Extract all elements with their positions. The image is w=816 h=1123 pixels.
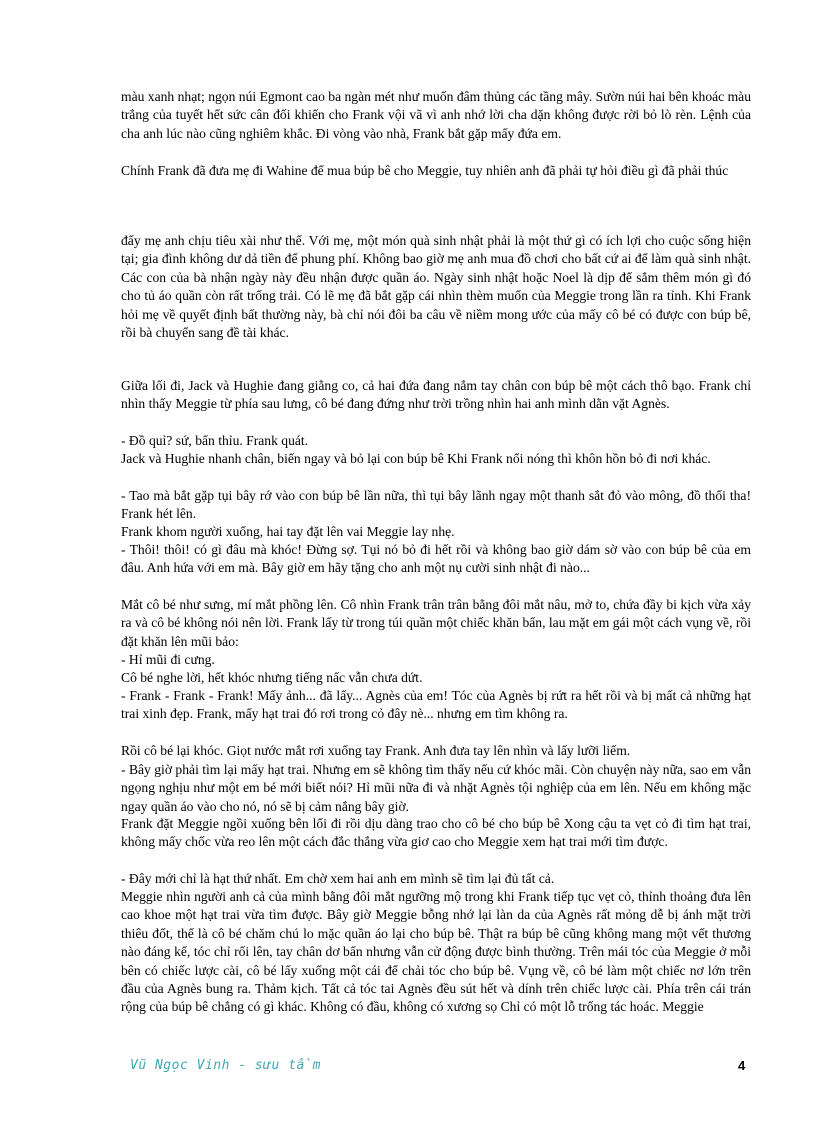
- paragraph: - Đồ quỉ? sứ, bẩn thỉu. Frank quát.: [121, 433, 309, 448]
- paragraph: đẩy mẹ anh chịu tiêu xài như thế. Với mẹ, một món quà sinh nhật phải là một thứ gì có ích lợi cho cuộc sống hiện tại; gia đình không dư dả tiền để phung phí. Không bao giờ mẹ anh mua đồ chơi cho bất cứ ai để làm quà sinh nhật. Các con của bà nhận ngày này đều nhận được quần áo. Ngày sinh nhật hoặc Noel là dịp để sắm thêm món gì đó cho tủ áo quần còn rất trống trải. Có lẽ mẹ đã bắt gặp cái nhìn thèm muốn của Meggie trong lần ra tỉnh. Khi Frank hỏi mẹ về quyết định bất thường này, bà chỉ nói đôi ba câu về niềm mong ước của mấy cô bé có được con búp bê, rồi bà chuyển sang đề tài khác.: [121, 233, 751, 341]
- paragraph: Frank đặt Meggie ngồi xuống bên lối đi rồi dịu dàng trao cho cô bé cho búp bê Xong cậu ta vẹt cỏ đi tìm hạt trai, không mấy chốc vừa reo lên một cách đắc thắng vừa giơ cao cho Meggie xem hạt trai mới tìm được.: [121, 816, 751, 850]
- paragraph: - Thôi! thôi! có gì đâu mà khóc! Đừng sợ. Tụi nó bỏ đi hết rồi và không bao giờ dám sờ vào con búp bê của em đâu. Anh hứa với em mà. Bây giờ em hãy tặng cho anh một nụ cười sinh nhật đi nào...: [121, 542, 751, 576]
- paragraph: - Tao mà bắt gặp tụi bây rớ vào con búp bê lần nữa, thì tụi bây lãnh ngay một thanh sắt đỏ vào mông, đồ thối tha! Frank hét lên.: [121, 488, 751, 522]
- paragraph: - Hỉ mũi đi cưng.: [121, 652, 215, 667]
- paragraph: Jack và Hughie nhanh chân, biến ngay và bỏ lại con búp bê Khi Frank nổi nóng thì khôn hồn bỏ đi nơi khác.: [121, 451, 711, 466]
- paragraph: Meggie nhìn người anh cả của mình bằng đôi mắt ngưỡng mộ trong khi Frank tiếp tục vẹt cỏ, thỉnh thoảng đưa lên cao khoe một hạt trai vừa tìm được. Bây giờ Meggie bỗng nhớ lại làn da của Agnès rất mỏng dễ bị ánh mặt trời thiêu đốt, thế là cô bé chăm chú lo mặc quần áo lại cho búp bê. Thật ra búp bê cũng không mang một vết thương nào đáng kể, tóc chỉ rối lên, tay chân dơ bẩn nhưng vẫn cử động được bình thường. Trên mái tóc của Meggie ở mỗi bên có chiếc lược cài, cô bé lấy xuống một cái để chải tóc cho búp bê. Vụng về, cô bé làm một chiếc nơ lớn trên đầu của Agnès bung ra. Thảm kịch. Tất cả tóc tai Agnès đều sút hết và dính trên chiếc lược cài. Phía trên cái trán rộng của búp bê chẳng có gì khác. Không có đầu, không có xương sọ Chỉ có một lỗ trống tác hoác. Meggie: [121, 889, 751, 1015]
- paragraph: - Đây mới chỉ là hạt thứ nhất. Em chờ xem hai anh em mình sẽ tìm lại đủ tất cả.: [121, 871, 555, 886]
- paragraph: Giữa lối đi, Jack và Hughie đang giằng co, cả hai đứa đang nắm tay chân con búp bê một cách thô bạo. Frank chỉ nhìn thấy Meggie từ phía sau lưng, cô bé đang đứng như trời trồng nhìn hai anh mình dằn vặt Agnès.: [121, 378, 751, 412]
- paragraph: Cô bé nghe lời, hết khóc nhưng tiếng nấc vẫn chưa dứt.: [121, 670, 423, 685]
- paragraph: Mắt cô bé như sưng, mí mắt phồng lên. Cô nhìn Frank trân trân bằng đôi mắt nâu, mở to, chứa đầy bi kịch vừa xảy ra và cô bé không nói nên lời. Frank lấy từ trong túi quần một chiếc khăn bẩn, lau mặt em gái một cách vụng về, rồi đặt khăn lên mũi bảo:: [121, 597, 751, 649]
- paragraph: - Frank - Frank - Frank! Mấy ảnh... đã lấy... Agnès của em! Tóc của Agnès bị rứt ra hết rồi và bị mất cả những hạt trai xinh đẹp. Frank, mấy hạt trai đó rơi trong cỏ đây nè... nhưng em tìm không ra.: [121, 688, 751, 722]
- page-number: 4: [738, 1058, 746, 1073]
- paragraph: Chính Frank đã đưa mẹ đi Wahine để mua búp bê cho Meggie, tuy nhiên anh đã phải tự hỏi điều gì đã phải thúc: [121, 163, 729, 178]
- paragraph: Rồi cô bé lại khóc. Giọt nước mắt rơi xuống tay Frank. Anh đưa tay lên nhìn và lấy lưỡi liếm.: [121, 743, 631, 758]
- paragraph: Frank khom người xuống, hai tay đặt lên vai Meggie lay nhẹ.: [121, 524, 455, 539]
- paragraph: - Bây giờ phải tìm lại mấy hạt trai. Nhưng em sẽ không tìm thấy nếu cứ khóc mãi. Còn chuyện này nữa, sao em vẫn ngọng nghịu như một em bé mới biết nói? Hỉ mũi nữa đi và nhặt Agnès tội nghiệp của em lên. Nếu em không mặc ngay quần áo vào cho nó, nó sẽ bị cảm nắng bây giờ.: [121, 762, 751, 814]
- paragraph: màu xanh nhạt; ngọn núi Egmont cao ba ngàn mét như muốn đâm thủng các tầng mây. Sườn núi hai bên khoác màu trắng của tuyết hết sức cân đối khiến cho Frank vội vã vì anh nhớ lời cha dặn không được rời bỏ lò rèn. Lệnh của cha anh lúc nào cũng nghiêm khắc. Đi vòng vào nhà, Frank bắt gặp mấy đứa em.: [121, 89, 751, 141]
- footer-author-credit: Vũ Ngọc Vinh - sưu tầm: [130, 1058, 322, 1073]
